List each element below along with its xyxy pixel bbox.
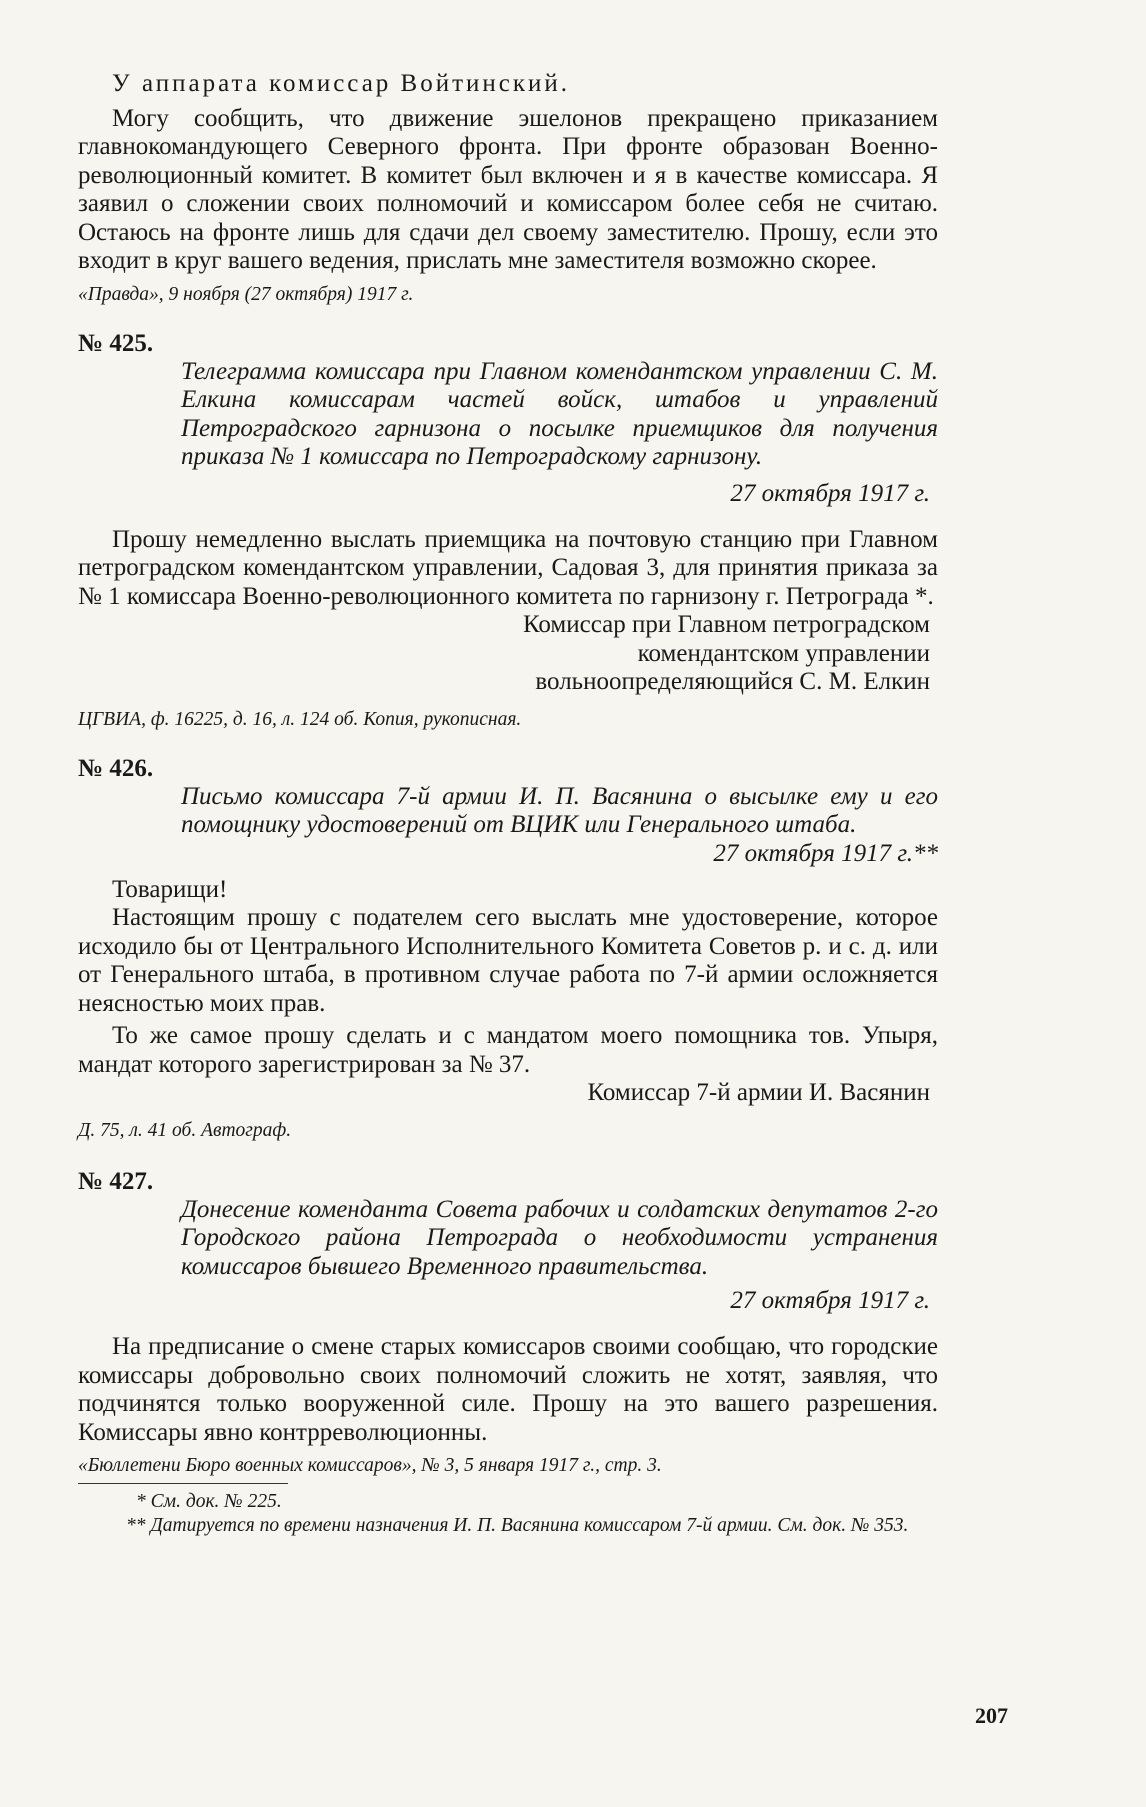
doc-426-body-2: То же самое прошу сделать и с мандатом моего помощника тов. Упыря, мандат которого зарегистрирован за № 37. xyxy=(78,1022,938,1078)
doc-426-heading: Письмо комиссара 7-й армии И. П. Васянина о высылке ему и его помощнику удостоверений от ВЦИК или Генерального штаба. xyxy=(181,782,938,838)
doc-425-date: 27 октября 1917 г. xyxy=(730,479,930,507)
doc-427-source: «Бюллетени Бюро военных комиссаров», № 3, 5 января 1917 г., стр. 3. xyxy=(78,1455,662,1476)
footnote-1: * См. док. № 225. xyxy=(136,1491,282,1512)
doc-427-date: 27 октября 1917 г. xyxy=(730,1287,930,1314)
intro-source: «Правда», 9 ноября (27 октября) 1917 г. xyxy=(78,283,414,305)
doc-425-signature-1: Комиссар при Главном петроградском xyxy=(522,611,930,638)
footnote-2: ** Датируется по времени назначения И. П. Васянина комиссаром 7-й армии. См. док. № 353. xyxy=(126,1515,909,1536)
doc-427-heading: Донесение коменданта Совета рабочих и солдатских депутатов 2-го Городского района Петрограда о необходимости устранения комиссаров бывшего Временного правительства. xyxy=(181,1195,938,1280)
doc-426-body-1: Настоящим прошу с подателем сего выслать мне удостоверение, которое исходило бы от Центрального Исполнительного Комитета Советов р. и с. д. или от Генерального штаба, в противном случае работа по 7-й армии осложняется неясностью моих прав. xyxy=(78,904,938,1017)
doc-427-number: № 427. xyxy=(78,1167,154,1195)
doc-425-heading: Телеграмма комиссара при Главном комендантском управлении С. М. Елкина комиссарам частей войск, штабов и управлений Петроградского гарнизона о посылке приемщиков для получения приказа № 1 комиссара по Петроградскому гарнизону. xyxy=(181,357,938,470)
page-number: 207 xyxy=(975,1703,1008,1728)
doc-425-number: № 425. xyxy=(78,329,154,357)
doc-426-number: № 426. xyxy=(78,754,154,782)
footnote-divider xyxy=(78,1483,288,1484)
doc-426-date: 27 октября 1917 г.** xyxy=(713,839,938,867)
doc-427-body: На предписание о смене старых комиссаров своими сообщаю, что городские комиссары добровольно своих полномочий сложить не хотят, заявляя, что подчинятся только вооруженной силе. Прошу на это вашего разрешения. Комиссары явно контрреволюционны. xyxy=(78,1333,938,1446)
doc-425-body: Прошу немедленно выслать приемщика на почтовую станцию при Главном петроградском комендантском управлении, Садовая 3, для принятия приказа за № 1 комиссара Военно-революционного комитета по гарнизону г. Петрограда *. xyxy=(78,525,938,610)
doc-426-greeting: Товарищи! xyxy=(112,875,228,903)
doc-425-signature-3: вольноопределяющийся С. М. Елкин xyxy=(535,668,930,695)
intro-body: Могу сообщить, что движение эшелонов прекращено приказанием главнокомандующего Северного фронта. При фронте образован Военно-революционный комитет. В комитет был включен и я в качестве комиссара. Я заявил о сложении своих полномочий и комиссаром более себя не считаю. Остаюсь на фронте лишь для сдачи дел своему заместителю. Прошу, если это входит в круг вашего ведения, прислать мне заместителя возможно скорее. xyxy=(78,104,938,274)
document-page xyxy=(78,70,938,1538)
doc-425-source: ЦГВИА, ф. 16225, д. 16, л. 124 об. Копия, рукописная. xyxy=(78,708,522,730)
doc-426-source: Д. 75, л. 41 об. Автограф. xyxy=(78,1119,292,1141)
doc-425-signature-2: комендантском управлении xyxy=(637,639,930,667)
doc-426-signature: Комиссар 7-й армии И. Васянин xyxy=(587,1079,930,1106)
intro-speaker: У аппарата комиссар Войтинский. xyxy=(112,70,571,97)
